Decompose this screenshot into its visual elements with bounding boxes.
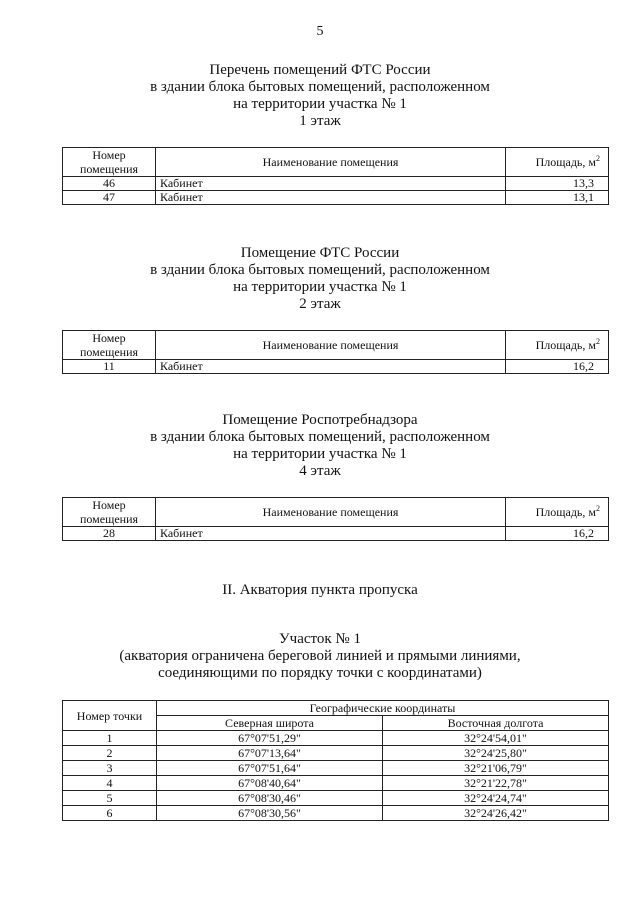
room-name: Кабинет: [156, 360, 506, 374]
table-header-row: [63, 498, 609, 527]
section-title: II. Акватория пункта пропуска: [222, 582, 418, 598]
heading-line: соединяющими по порядку точки с координатами): [158, 665, 482, 681]
point-number: 2: [63, 746, 157, 761]
plot-heading: [0, 631, 640, 682]
table-row: [63, 731, 609, 746]
room-area: 16,2: [506, 360, 609, 374]
heading-line: Помещение ФТС России: [240, 245, 400, 261]
room-number: 28: [63, 527, 156, 541]
longitude-cell: 32°24'24,74": [383, 791, 609, 806]
latitude-cell: 67°08'30,56": [157, 806, 383, 821]
room-number: 46: [63, 177, 156, 191]
heading-line: в здании блока бытовых помещений, расположенном: [150, 262, 490, 278]
page-number: 5: [316, 24, 324, 39]
room-name: Кабинет: [156, 527, 506, 541]
rooms-table-floor-1: [62, 147, 609, 205]
header-latitude: Северная широта: [157, 716, 383, 731]
latitude-cell: 67°07'51,64": [157, 761, 383, 776]
heading-line: на территории участка № 1: [233, 279, 407, 295]
heading-line: на территории участка № 1: [233, 446, 407, 462]
header-room-name: Наименование помещения: [156, 498, 506, 527]
heading-line: 2 этаж: [299, 296, 341, 312]
header-point-number: Номер точки: [63, 701, 157, 731]
heading-line: в здании блока бытовых помещений, расположенном: [150, 79, 490, 95]
heading-line: Перечень помещений ФТС России: [209, 62, 431, 78]
table-row: [63, 177, 609, 191]
header-room-number: Номер помещения: [63, 498, 156, 527]
room-number: 47: [63, 191, 156, 205]
longitude-cell: 32°21'22,78": [383, 776, 609, 791]
table-row: [63, 527, 609, 541]
table-row: [63, 776, 609, 791]
room-name: Кабинет: [156, 191, 506, 205]
heading-line: в здании блока бытовых помещений, расположенном: [150, 429, 490, 445]
room-area: 13,1: [506, 191, 609, 205]
table-header-row: [63, 331, 609, 360]
point-number: 6: [63, 806, 157, 821]
coordinates-table: [62, 700, 609, 821]
room-area: 13,3: [506, 177, 609, 191]
block-1-heading: [0, 62, 640, 130]
table-row: [63, 191, 609, 205]
header-room-name: Наименование помещения: [156, 148, 506, 177]
table-row: [63, 761, 609, 776]
header-room-name: Наименование помещения: [156, 331, 506, 360]
heading-line: 1 этаж: [299, 113, 341, 129]
longitude-cell: 32°21'06,79": [383, 761, 609, 776]
header-geo-coordinates: Географические координаты: [157, 701, 609, 716]
longitude-cell: 32°24'54,01": [383, 731, 609, 746]
header-room-number: Номер помещения: [63, 148, 156, 177]
header-area: Площадь, $м^2$: [506, 148, 609, 177]
latitude-cell: 67°08'40,64": [157, 776, 383, 791]
heading-line: на территории участка № 1: [233, 96, 407, 112]
coords-header-row: [63, 701, 609, 716]
block-2-heading: [0, 245, 640, 313]
heading-line: (акватория ограничена береговой линией и прямыми линиями,: [119, 648, 521, 664]
room-number: 11: [63, 360, 156, 374]
point-number: 4: [63, 776, 157, 791]
longitude-cell: 32°24'25,80": [383, 746, 609, 761]
latitude-cell: 67°07'13,64": [157, 746, 383, 761]
heading-line: Помещение Роспотребнадзора: [222, 412, 418, 428]
latitude-cell: 67°07'51,29": [157, 731, 383, 746]
header-area: Площадь, $м^2$: [506, 331, 609, 360]
room-name: Кабинет: [156, 177, 506, 191]
point-number: 3: [63, 761, 157, 776]
heading-line: 4 этаж: [299, 463, 341, 479]
longitude-cell: 32°24'26,42": [383, 806, 609, 821]
latitude-cell: 67°08'30,46": [157, 791, 383, 806]
table-header-row: [63, 148, 609, 177]
rooms-table-floor-4: [62, 497, 609, 541]
room-area: 16,2: [506, 527, 609, 541]
point-number: 1: [63, 731, 157, 746]
heading-line: Участок № 1: [279, 631, 361, 647]
table-row: [63, 806, 609, 821]
header-room-number: Номер помещения: [63, 331, 156, 360]
rooms-table-floor-2: [62, 330, 609, 374]
block-3-heading: [0, 412, 640, 480]
header-area: Площадь, $м^2$: [506, 498, 609, 527]
point-number: 5: [63, 791, 157, 806]
table-row: [63, 746, 609, 761]
header-longitude: Восточная долгота: [383, 716, 609, 731]
table-row: [63, 360, 609, 374]
table-row: [63, 791, 609, 806]
